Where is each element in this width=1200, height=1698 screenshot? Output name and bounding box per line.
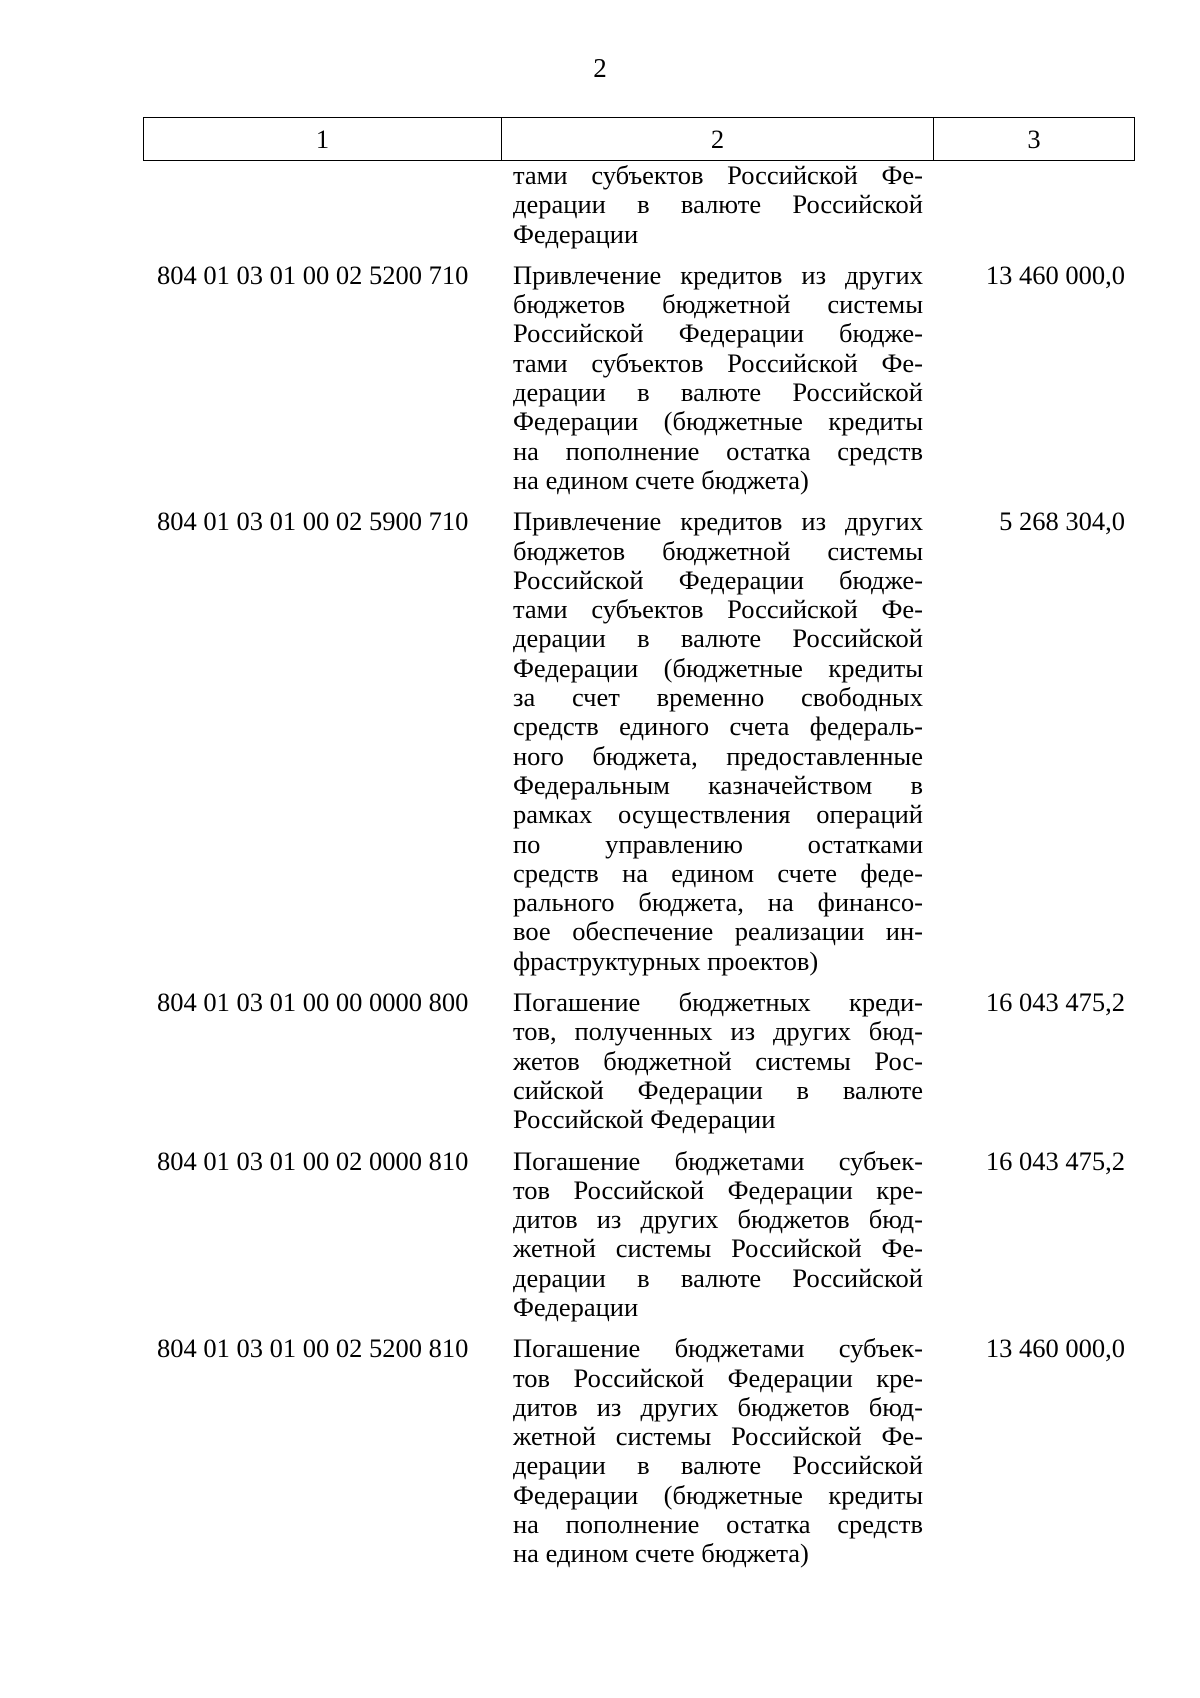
row-amount: 13 460 000,0 <box>985 259 1125 290</box>
page-number: 2 <box>593 53 607 83</box>
description-line: Российской Федерации бюдже- <box>513 564 923 595</box>
description-line: Погашение бюджетных креди- <box>513 987 923 1018</box>
description-line: дитов из других бюджетов бюд- <box>513 1391 923 1422</box>
header-cell-1: 1 <box>144 118 502 160</box>
description-line: средств на едином счете феде- <box>513 857 923 888</box>
row-description <box>501 1334 933 1568</box>
row-code: 804 01 03 01 00 02 0000 810 <box>157 1145 469 1176</box>
description-line: Федерации (бюджетные кредиты <box>513 406 923 437</box>
description-line: на пополнение остатка средств <box>513 1509 923 1540</box>
description-line: Погашение бюджетами субъек- <box>513 1333 923 1364</box>
description-line: дитов из других бюджетов бюд- <box>513 1204 923 1235</box>
description-line: фраструктурных проектов) <box>513 945 819 976</box>
table-row <box>143 161 1135 249</box>
description-line: Федерации <box>513 1291 639 1322</box>
description-line: Федерации <box>513 218 639 249</box>
row-description <box>501 261 933 495</box>
row-amount: 13 460 000,0 <box>985 1333 1125 1364</box>
header-cell-2: 2 <box>502 118 934 160</box>
description-line: за счет временно свободных <box>513 682 923 713</box>
table-header <box>143 117 1135 161</box>
description-line: Российской Федерации бюдже- <box>513 318 923 349</box>
description-line: жетной системы Российской Фе- <box>513 1233 923 1264</box>
table-row <box>143 1334 1135 1568</box>
description-line: дерации в валюте Российской <box>513 623 923 654</box>
table-row <box>143 1147 1135 1323</box>
description-line: Федерации (бюджетные кредиты <box>513 652 923 683</box>
table-row <box>143 988 1135 1134</box>
row-description <box>501 988 933 1134</box>
description-line: вое обеспечение реализации ин- <box>513 916 923 947</box>
description-line: дерации в валюте Российской <box>513 1450 923 1481</box>
row-description <box>501 507 933 976</box>
description-line: жетов бюджетной системы Рос- <box>513 1045 923 1076</box>
description-line: Привлечение кредитов из других <box>513 506 923 537</box>
row-code: 804 01 03 01 00 02 5900 710 <box>157 506 469 537</box>
description-line: тами субъектов Российской Фе- <box>513 594 923 625</box>
description-line: средств единого счета федераль- <box>513 711 923 742</box>
description-line: Привлечение кредитов из других <box>513 259 923 290</box>
description-line: сийской Федерации в валюте <box>513 1074 923 1105</box>
description-line: рального бюджета, на финансо- <box>513 887 923 918</box>
description-line: на едином счете бюджета) <box>513 1538 809 1569</box>
description-line: дерации в валюте Российской <box>513 189 923 220</box>
description-line: дерации в валюте Российской <box>513 377 923 408</box>
row-amount: 16 043 475,2 <box>985 1145 1125 1176</box>
description-line: Федеральным казначейством в <box>513 769 923 800</box>
description-line: тов Российской Федерации кре- <box>513 1362 923 1393</box>
row-description <box>501 1147 933 1323</box>
description-line: тами субъектов Российской Фе- <box>513 347 923 378</box>
description-line: тов Российской Федерации кре- <box>513 1174 923 1205</box>
description-line: бюджетов бюджетной системы <box>513 289 923 320</box>
row-code <box>143 161 501 249</box>
header-cell-3: 3 <box>1027 123 1041 154</box>
description-line: Российской Федерации <box>513 1104 776 1135</box>
description-line: бюджетов бюджетной системы <box>513 535 923 566</box>
row-code: 804 01 03 01 00 02 5200 710 <box>157 259 469 290</box>
table-row <box>143 507 1135 976</box>
description-line: тами субъектов Российской Фе- <box>513 160 923 190</box>
description-line: по управлению остатками <box>513 828 923 859</box>
description-line: Погашение бюджетами субъек- <box>513 1145 923 1176</box>
row-amount: 16 043 475,2 <box>985 987 1125 1018</box>
row-amount <box>933 161 1135 249</box>
description-line: рамках осуществления операций <box>513 799 923 830</box>
description-line: тов, полученных из других бюд- <box>513 1016 923 1047</box>
description-line: жетной системы Российской Фе- <box>513 1421 923 1452</box>
table-body <box>143 161 1135 1569</box>
row-code: 804 01 03 01 00 02 5200 810 <box>157 1333 469 1364</box>
row-description <box>501 161 933 249</box>
description-line: на едином счете бюджета) <box>513 464 809 495</box>
table-row <box>143 261 1135 495</box>
description-line: дерации в валюте Российской <box>513 1262 923 1293</box>
description-line: Федерации (бюджетные кредиты <box>513 1479 923 1510</box>
row-amount: 5 268 304,0 <box>999 506 1125 537</box>
row-code: 804 01 03 01 00 00 0000 800 <box>157 987 469 1018</box>
description-line: на пополнение остатка средств <box>513 435 923 466</box>
description-line: ного бюджета, предоставленные <box>513 740 923 771</box>
